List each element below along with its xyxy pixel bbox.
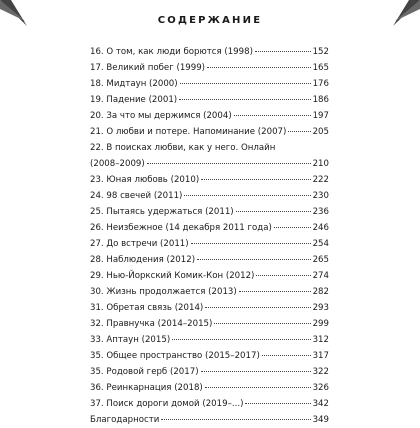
toc-entry-label: Благодарности [90,415,160,425]
toc-entry [90,108,329,124]
dot-leader [179,99,310,100]
toc-entry [90,188,329,204]
toc-entry-page-number: 293 [312,303,329,313]
dot-leader [207,67,311,68]
dot-leader [239,291,311,292]
toc-entry-label: 19. Падение (2001) [90,95,178,105]
dot-leader [262,355,311,356]
toc-entry-label: 33. Аптаун (2015) [90,335,171,345]
toc-entry-line [90,140,329,156]
toc-entry-label: 28. Наблюдения (2012) [90,255,196,265]
page-title: СОДЕРЖАНИЕ [157,15,263,26]
toc-entry-label: 35. Общее пространство (2015–2017) [90,351,260,361]
toc-entry-label: 27. До встречи (2011) [90,239,189,249]
toc-entry-page-number: 254 [312,239,329,249]
toc-entry-label: 17. Великий побег (1999) [90,63,206,73]
toc-entry [90,172,329,188]
toc-entry-page-number: 152 [312,47,329,57]
toc-entry-label: 31. Обретая связь (2014) [90,303,204,313]
toc-entry-page-number: 312 [312,335,329,345]
toc-entry [90,332,329,348]
toc-entry-label: 36. Реинкарнация (2018) [90,383,203,393]
dot-leader [201,371,311,372]
toc-entry-label: 22. В поисках любви, как у него. Онлайн [90,143,276,153]
toc-entry-label: 29. Нью-Йоркский Комик-Кон (2012) [90,271,255,281]
toc-entry-page-number: 230 [312,191,329,201]
toc-entry [90,348,329,364]
dot-leader [214,323,310,324]
toc-entry [90,124,329,140]
toc-entry-page-number: 186 [312,95,329,105]
toc-entry [90,284,329,300]
toc-entry [90,316,329,332]
toc-entry-page-number: 342 [312,399,329,409]
toc-entry-label: 20. За что мы держимся (2004) [90,111,232,121]
toc-entry-page-number: 222 [312,175,329,185]
toc-entry [90,220,329,236]
table-of-contents [90,44,329,428]
toc-entry [90,76,329,92]
toc-entry-label: 35. Родовой герб (2017) [90,367,199,377]
dot-leader [180,83,311,84]
toc-entry-label: 16. О том, как люди борются (1998) [90,47,253,57]
dot-leader [288,131,310,132]
dot-leader [147,163,311,164]
toc-entry-page-number: 282 [312,287,329,297]
toc-entry-page-number: 165 [312,63,329,73]
dot-leader [236,211,311,212]
toc-entry [90,300,329,316]
dot-leader [274,227,311,228]
toc-entry [90,204,329,220]
toc-entry-label: 23. Юная любовь (2010) [90,175,200,185]
toc-entry-page-number: 326 [312,383,329,393]
toc-entry-page-number: 205 [312,127,329,137]
toc-entry [90,236,329,252]
dot-leader [234,115,311,116]
dot-leader [245,403,310,404]
dot-leader [191,243,311,244]
dot-leader [201,179,310,180]
toc-entry-label: 32. Правнучка (2014–2015) [90,319,213,329]
toc-entry-label: 18. Мидтаун (2000) [90,79,178,89]
dot-leader [205,307,310,308]
toc-entry [90,412,329,428]
toc-entry-page-number: 274 [312,271,329,281]
dot-leader [197,259,311,260]
toc-entry [90,156,329,172]
toc-entry-page-number: 317 [312,351,329,361]
toc-entry-page-number: 322 [312,367,329,377]
toc-entry-label: 21. О любви и потере. Напоминание (2007) [90,127,287,137]
dot-leader [256,275,310,276]
dot-leader [205,387,311,388]
toc-entry [90,380,329,396]
toc-entry [90,92,329,108]
toc-entry [90,396,329,412]
toc-entry-label: 37. Поиск дороги домой (2019–...) [90,399,244,409]
dot-leader [255,51,311,52]
toc-entry-page-number: 265 [312,255,329,265]
dot-leader [184,195,310,196]
toc-entry [90,252,329,268]
toc-entry [90,60,329,76]
dot-leader [172,339,310,340]
toc-entry-page-number: 236 [312,207,329,217]
toc-entry-page-number: 299 [312,319,329,329]
toc-entry-label: 25. Пытаясь удержаться (2011) [90,207,234,217]
toc-entry-page-number: 197 [312,111,329,121]
toc-entry-label: (2008–2009) [90,159,145,169]
toc-entry-page-number: 246 [312,223,329,233]
toc-entry-label: 26. Неизбежное (14 декабря 2011 года) [90,223,272,233]
toc-entry [90,364,329,380]
toc-entry [90,44,329,60]
toc-entry-page-number: 176 [312,79,329,89]
toc-entry-label: 24. 98 свечей (2011) [90,191,183,201]
toc-entry-page-number: 210 [312,159,329,169]
toc-entry-label: 30. Жизнь продолжается (2013) [90,287,237,297]
toc-entry [90,268,329,284]
toc-entry-page-number: 349 [312,415,329,425]
